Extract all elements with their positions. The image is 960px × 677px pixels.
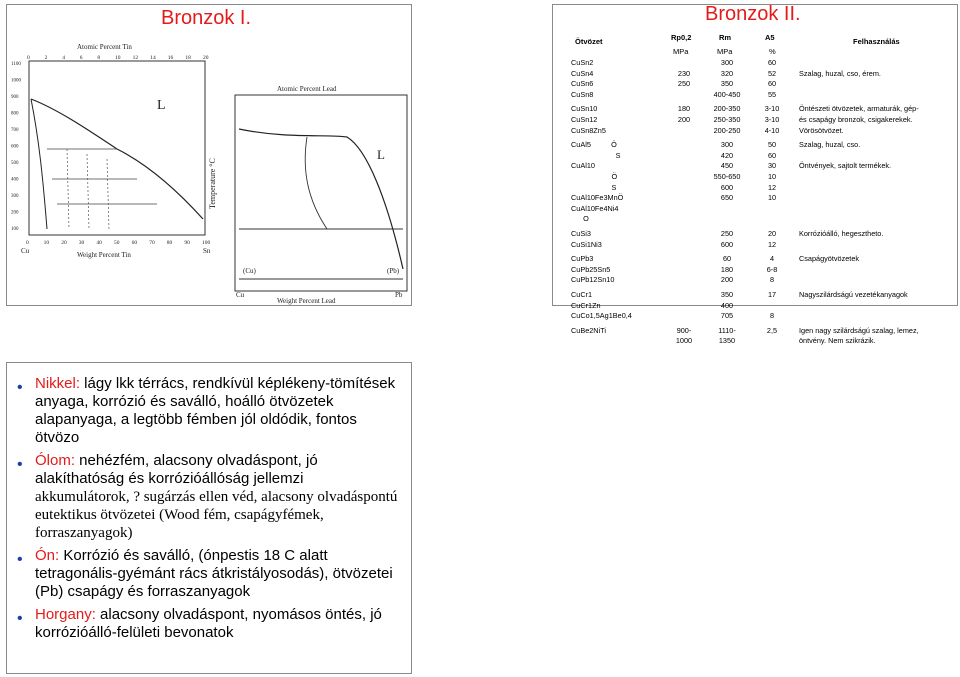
bottom-tick-label: 10	[43, 240, 50, 246]
y-tick-label: 100	[11, 227, 19, 232]
use-line: öntvény. Nem szikrázik.	[799, 336, 876, 346]
cell-rp: 250	[677, 79, 691, 89]
cell-rm: 1110-	[718, 325, 736, 335]
cell-alloy: CuSn12	[571, 115, 598, 124]
inset-top-axis-title: Atomic Percent Lead	[277, 85, 337, 93]
isotherm-lines	[47, 149, 157, 204]
top-tick-label: 8	[97, 55, 101, 61]
cell-a5: 3-10	[764, 104, 780, 114]
cell-rm: 600	[720, 182, 734, 192]
cell-a5: 52	[767, 68, 777, 78]
bottom-tick-label: 40	[96, 240, 102, 246]
cell-alloy: CuCo1,5Ag1Be0,4	[571, 311, 632, 321]
bullet-serif-text: akkumulátorok, ? sugárzás ellen véd, alacsony olvadáspontú eutektikus ötvözetei (Wood fém, csapágyfémek, forraszanyagok)	[35, 489, 398, 541]
unit-rp: MPa	[673, 47, 689, 56]
inset-left-element: Cu	[236, 291, 245, 299]
cell-a5: 4-10	[764, 125, 780, 135]
bottom-tick-label: 80	[166, 240, 173, 246]
cell-use	[799, 126, 957, 137]
cell-rm: 200-350	[713, 104, 741, 114]
cell-alloy: CuSn10	[571, 104, 598, 114]
bottom-tick-label: 50	[114, 240, 120, 246]
cell-use	[799, 104, 957, 115]
cell-alloy: CuAl10Fe4Ni4	[571, 203, 619, 213]
bullet-dot-icon: •	[17, 551, 23, 568]
cell-rm: 450	[720, 161, 734, 171]
top-tick-label: 16	[167, 55, 174, 61]
cell-alloy: CuAl10	[571, 161, 595, 171]
use-line: Öntészeti ötvözetek, armaturák, gép-	[799, 104, 919, 114]
use-line: Öntvények, sajtolt termékek.	[799, 161, 892, 171]
bullet-text	[35, 547, 405, 601]
cell-rm: 300	[720, 58, 734, 67]
right-element-label: Sn	[203, 247, 211, 255]
top-tick-label: 12	[132, 55, 139, 61]
y-tick-label: 200	[11, 210, 19, 216]
top-tick-label: 0	[27, 55, 30, 61]
cell-alloy: CuSi3	[571, 229, 591, 238]
cell-a5: 8	[769, 275, 775, 285]
cell-a5: 17	[767, 290, 777, 299]
y-tick-label: 1000	[11, 78, 21, 84]
cell-alloy: CuPb3	[571, 254, 594, 264]
bottom-tick-label: 30	[78, 240, 85, 246]
cell-rp: 900-	[676, 325, 692, 335]
cell-alloy: CuCr1Zn	[571, 300, 601, 310]
phase-label-liquid: L	[157, 98, 166, 113]
y-axis-ticks	[11, 62, 22, 232]
cell-alloy: CuSn4	[571, 68, 594, 78]
cell-a5: 12	[767, 239, 777, 249]
cell-alloy: CuAl5 Ö	[571, 140, 617, 150]
bullet-description: nehézfém, alacsony olvadáspont, jó alakíthatóság és korrózióállóság jellemzi	[35, 452, 318, 487]
cell-alloy: CuSn8Zn5	[571, 125, 606, 135]
cell-rm: 250-350	[713, 115, 741, 124]
use-line: Korrózióálló, hegesztheto.	[799, 229, 884, 238]
cell-rm: 200-250	[713, 125, 741, 135]
bullet-term: Ón:	[35, 547, 60, 564]
cell-alloy: Ö	[571, 172, 618, 181]
bullet-term: Ólom:	[35, 452, 76, 469]
cell-a5: 8	[769, 311, 775, 321]
bullet-list	[17, 375, 405, 647]
cell-a5: 60	[767, 58, 777, 67]
use-line: Nagyszilárdságú vezetékanyagok	[799, 290, 908, 299]
cell-alloy: CuPb12Sn10	[571, 275, 615, 285]
cell-alloy: CuAl10Fe3MnÖ	[571, 193, 624, 203]
cell-use	[799, 161, 957, 172]
inset-right-element: Pb	[395, 291, 403, 299]
bullet-text	[35, 606, 405, 642]
cell-rm: 420	[720, 150, 734, 160]
slide-bronzok-1	[6, 4, 412, 306]
inset-bottom-axis-title: Weight Percent Lead	[277, 297, 336, 305]
cell-alloy: CuSn6	[571, 79, 594, 89]
cell-rm: 650	[720, 193, 734, 203]
top-tick-label: 10	[115, 55, 121, 61]
cell-rp: 1000	[675, 336, 693, 346]
cell-use	[799, 290, 957, 301]
bullet-text	[35, 452, 405, 542]
inset-phase-pb: (Pb)	[387, 267, 400, 275]
y-tick-label: 700	[11, 128, 19, 133]
cell-a5: 20	[767, 229, 777, 238]
bottom-tick-label: 70	[149, 240, 155, 246]
top-axis-ticks	[27, 55, 209, 61]
use-line: Igen nagy szilárdságú szalag, lemez,	[799, 325, 919, 335]
bullet-dot-icon: •	[17, 456, 23, 473]
cell-a5: 50	[767, 140, 777, 150]
cell-use	[799, 229, 957, 240]
bullet-text	[35, 375, 405, 447]
top-axis-title: Atomic Percent Tin	[77, 43, 132, 51]
inset-phase-label-liquid: L	[377, 147, 385, 162]
cu-sn-phase-diagram	[7, 29, 411, 305]
slide-title: Bronzok II.	[705, 3, 801, 25]
slide-metals	[6, 362, 412, 674]
bullet-item	[17, 547, 405, 601]
cell-a5: 3-10	[764, 115, 780, 124]
cell-rm: 550-650	[713, 172, 741, 181]
cell-rm: 200	[720, 275, 734, 285]
cell-use	[799, 326, 957, 337]
inset-phase-cu: (Cu)	[243, 267, 256, 275]
cell-use	[799, 140, 957, 151]
bottom-tick-label: 20	[61, 240, 67, 246]
cell-rm: 400	[720, 300, 734, 310]
top-tick-label: 4	[62, 55, 65, 61]
left-element-label: Cu	[21, 247, 30, 255]
cell-alloy: CuSi1Ni3	[571, 239, 602, 249]
cell-use	[799, 115, 957, 126]
cell-alloy: O	[571, 214, 589, 224]
y-tick-label: 300	[11, 194, 19, 199]
slide-bronzok-2	[552, 3, 958, 346]
top-tick-label: 14	[150, 55, 156, 61]
cell-alloy: CuSn8	[571, 89, 594, 99]
bottom-tick-label: 90	[184, 240, 190, 246]
cell-rm: 180	[720, 264, 734, 274]
cell-rm: 600	[720, 239, 734, 249]
bottom-tick-label: 100	[202, 240, 211, 246]
cell-rm: 60	[722, 254, 732, 264]
header-use: Felhasználás	[853, 37, 900, 46]
top-tick-label: 20	[203, 55, 209, 61]
cell-a5: 6-8	[766, 264, 778, 274]
cell-alloy: S	[571, 150, 621, 160]
bottom-axis-ticks	[26, 240, 211, 246]
cell-rm: 300	[720, 140, 734, 150]
unit-rm: MPa	[717, 47, 733, 56]
cell-alloy: CuBe2NiTi	[571, 325, 607, 335]
cell-rm: 350	[720, 79, 734, 89]
y-tick-label: 1100	[11, 62, 21, 67]
phase-boundaries	[67, 149, 109, 229]
bullet-description: Korrózió és saválló, (ónpestis 18 C alatt tetragonális-gyémánt rács átkristályosodás), ötvözetei (Pb) csapágy és forraszanyagok	[35, 547, 393, 600]
bullet-description: lágy lkk térrács, rendkívül képlékeny-tömítések anyaga, korrózió és saválló, hoálló ötvözetek alapanyaga, a legtöbb fémben jól oldódik, fontos ötvözo	[35, 375, 396, 446]
y-tick-label: 800	[11, 111, 19, 117]
y-tick-label: 400	[11, 177, 19, 183]
cell-rm: 350	[720, 290, 734, 299]
cell-alloy: CuPb25Sn5	[571, 264, 611, 274]
bullet-dot-icon: •	[17, 610, 23, 627]
cell-a5: 55	[767, 89, 777, 99]
cell-a5: 60	[767, 150, 777, 160]
cell-use	[799, 69, 957, 80]
top-tick-label: 18	[185, 55, 191, 61]
header-rp: Rp0,2	[671, 33, 692, 42]
slide-title: Bronzok I.	[161, 7, 252, 29]
cell-rm: 250	[720, 229, 734, 238]
cell-rp: 180	[677, 104, 691, 114]
cell-alloy: CuCr1	[571, 290, 593, 299]
cell-use	[799, 336, 957, 347]
cell-alloy: CuSn2	[571, 58, 594, 67]
bullet-term: Nikkel:	[35, 375, 81, 392]
cell-a5: 4	[769, 254, 775, 264]
bottom-tick-label: 0	[26, 240, 29, 246]
cell-a5: 12	[767, 182, 777, 192]
header-a5: A5	[765, 33, 775, 42]
cell-a5: 10	[767, 172, 777, 181]
bottom-axis-title: Weight Percent Tin	[77, 251, 131, 259]
bullet-term: Horgany:	[35, 606, 96, 623]
cell-use	[799, 254, 957, 265]
cell-rp: 230	[677, 68, 691, 78]
top-tick-label: 6	[79, 55, 83, 61]
cell-a5: 10	[767, 193, 777, 203]
bottom-tick-label: 60	[131, 240, 138, 246]
use-line: Vörösötvözet.	[799, 125, 844, 135]
use-line: Szalag, huzal, cso, érem.	[799, 68, 881, 78]
use-line: Csapágyötvözetek	[799, 254, 860, 264]
y-tick-label: 600	[11, 144, 19, 150]
bullet-item	[17, 606, 405, 642]
use-line: Szalag, huzal, cso.	[799, 140, 861, 150]
cell-rm: 400-450	[713, 89, 741, 99]
liquidus-curve	[31, 99, 203, 219]
y-tick-label: 900	[11, 95, 19, 100]
cell-a5: 30	[767, 161, 777, 171]
cell-rp: 200	[677, 115, 691, 124]
cell-rm: 320	[720, 68, 734, 78]
solidus-curve	[31, 99, 47, 229]
bullet-item	[17, 375, 405, 447]
bullet-item	[17, 452, 405, 542]
unit-a5: %	[769, 47, 776, 56]
y-axis-label: Temperature °C	[208, 158, 217, 209]
bullet-dot-icon: •	[17, 379, 23, 396]
y-tick-label: 500	[11, 161, 19, 166]
use-line: és csapágy bronzok, csigakerekek.	[799, 115, 913, 124]
cell-rm: 1350	[718, 336, 736, 346]
top-tick-label: 2	[44, 55, 48, 61]
cell-a5: 2,5	[766, 325, 778, 335]
header-alloy: Ötvözet	[575, 37, 603, 46]
header-rm: Rm	[719, 33, 732, 42]
cell-alloy: S	[571, 182, 617, 192]
bullet-description: alacsony olvadáspont, nyomásos öntés, jó korrózióálló-felületi bevonatok	[35, 606, 382, 641]
cell-rm: 705	[720, 311, 734, 321]
cell-a5: 60	[767, 79, 777, 89]
